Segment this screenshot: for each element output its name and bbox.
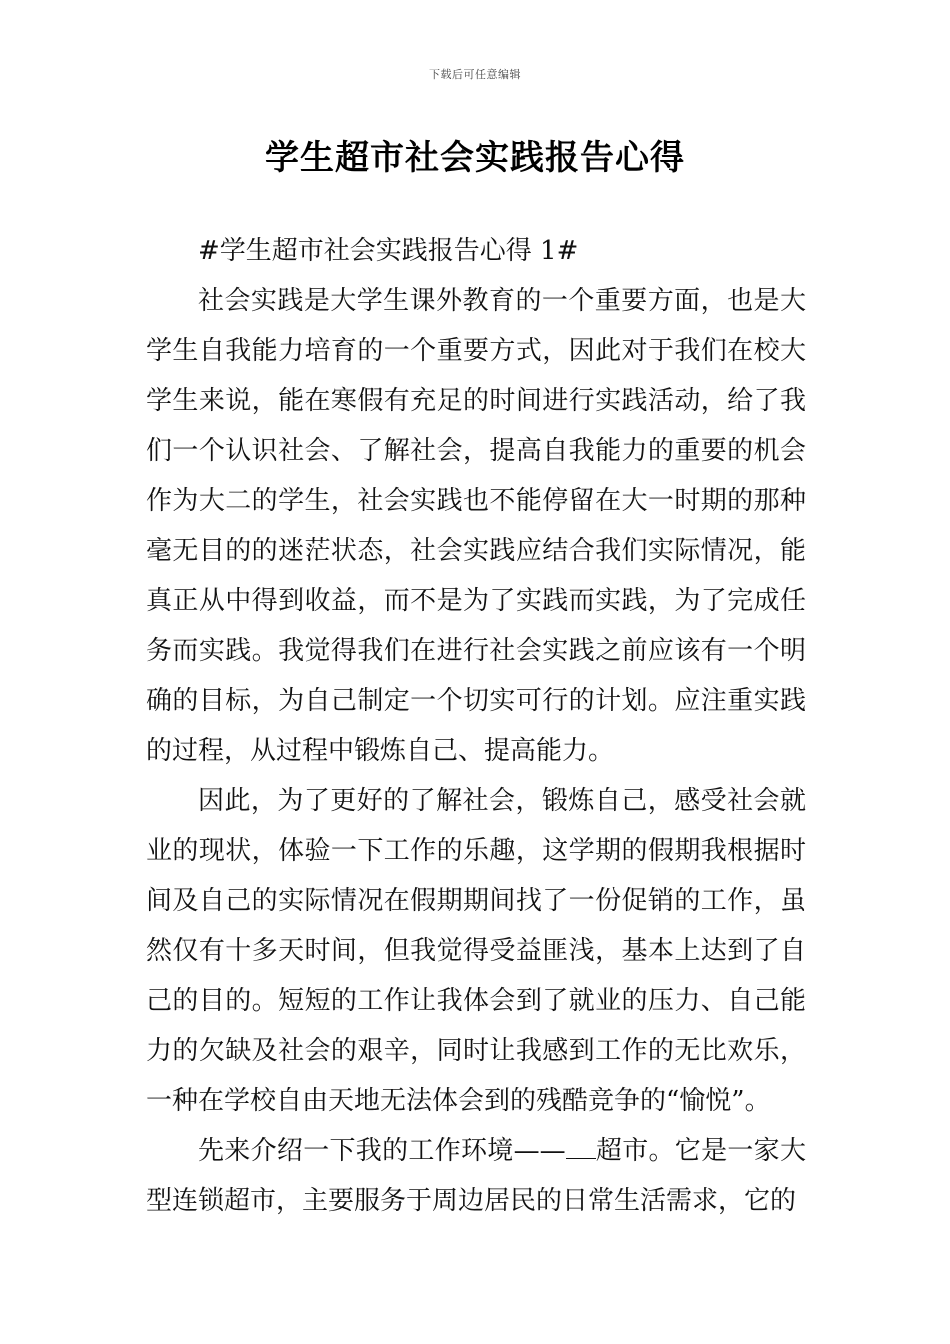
paragraph-2: 因此，为了更好的了解社会，锻炼自己，感受社会就业的现状，体验一下工作的乐趣，这学期的假期我根据时间及自己的实际情况在假期期间找了一份促销的工作，虽然仅有十多天时间，但我觉得受益匪浅，基本上达到了自己的目的。短短的工作让我体会到了就业的压力、自己能力的欠缺及社会的艰辛，同时让我感到工作的无比欢乐，一种在学校自由天地无法体会到的残酷竞争的“愉悦”。 (146, 786, 806, 1116)
paragraph-3 (146, 1126, 806, 1226)
document-title: 学生超市社会实践报告心得 (265, 138, 685, 178)
fill-in-blank (566, 1129, 596, 1159)
document-body (146, 226, 806, 1226)
paragraph-3-start: 先来介绍一下我的工作环境—— (198, 1136, 566, 1166)
section-heading: #学生超市社会实践报告心得 1# (198, 236, 579, 266)
paragraph-3-rest: 超市。它是一家大型连锁超市，主要服务于周边居民的日常生活需求，它的 (146, 1136, 806, 1216)
paragraph-1: 社会实践是大学生课外教育的一个重要方面，也是大学生自我能力培育的一个重要方式，因此对于我们在校大学生来说，能在寒假有充足的时间进行实践活动，给了我们一个认识社会、了解社会，提高自我能力的重要的机会作为大二的学生，社会实践也不能停留在大一时期的那种毫无目的的迷茫状态，社会实践应结合我们实际情况，能真正从中得到收益，而不是为了实践而实践，为了完成任务而实践。我觉得我们在进行社会实践之前应该有一个明确的目标，为自己制定一个切实可行的计划。应注重实践的过程，从过程中锻炼自己、提高能力。 (146, 286, 806, 766)
header-note: 下载后可任意编辑 (429, 68, 521, 81)
